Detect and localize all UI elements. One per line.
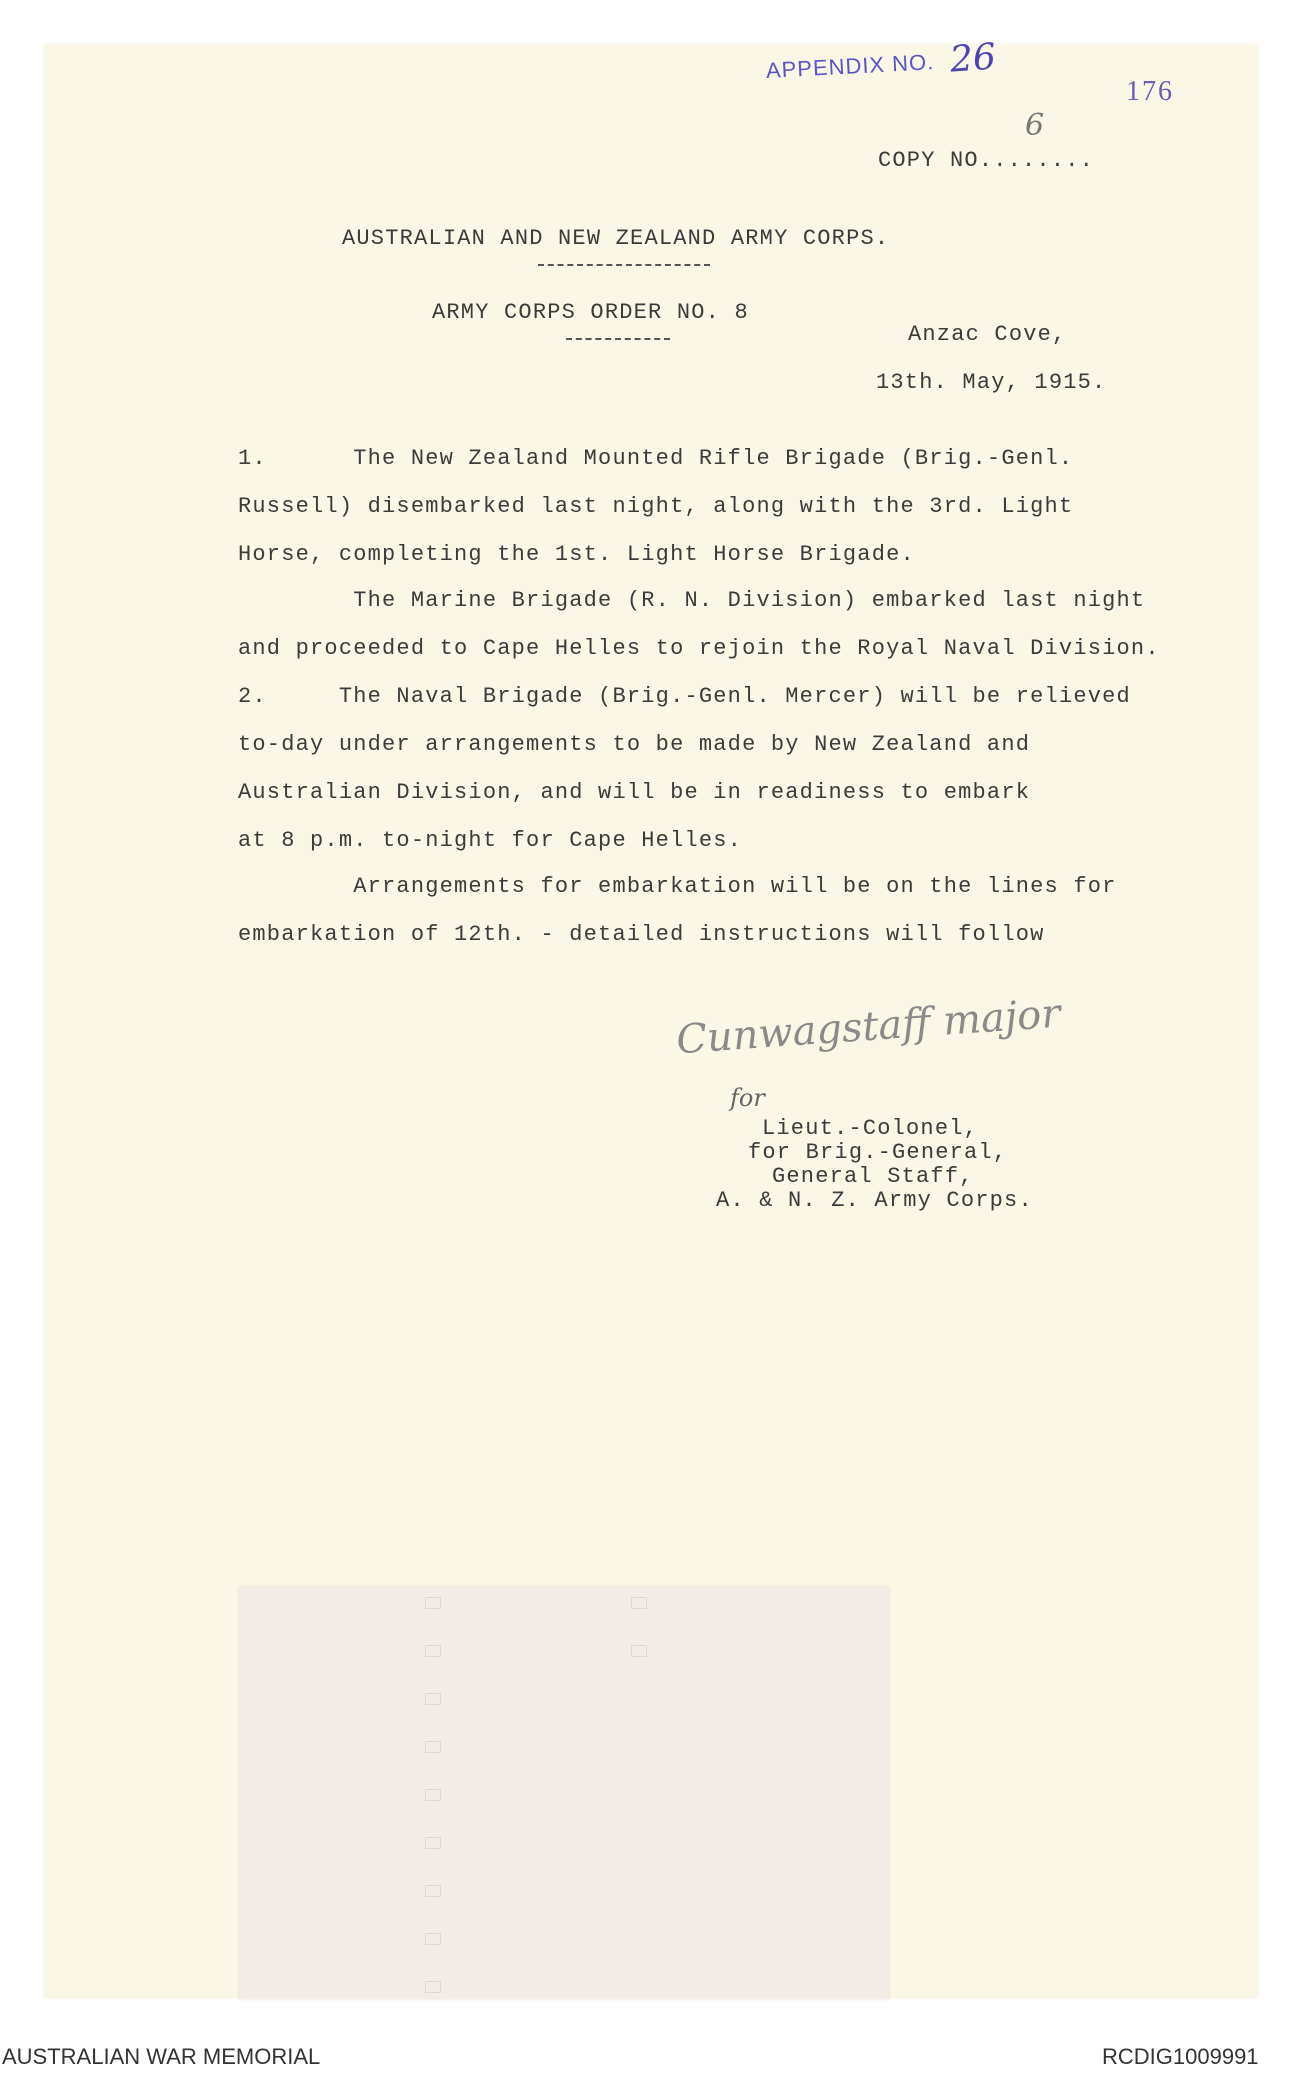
body-line: to-day under arrangements to be made by New Zealand and xyxy=(238,732,1031,757)
body-line: Russell) disembarked last night, along with the 3rd. Light xyxy=(238,494,1074,519)
attached-slip xyxy=(239,1587,889,1999)
body-line: embarkation of 12th. - detailed instructions will follow xyxy=(238,922,1045,947)
copy-number-label: COPY NO........ xyxy=(878,148,1095,173)
body-line: Australian Division, and will be in readiness to embark xyxy=(238,780,1031,805)
appendix-number-handwritten: 26 xyxy=(948,36,998,81)
for-note-handwritten: for xyxy=(730,1084,765,1112)
body-line: Arrangements for embarkation will be on the lines for xyxy=(238,874,1117,899)
signature-line: Lieut.-Colonel, xyxy=(762,1116,979,1141)
body-line: 1. The New Zealand Mounted Rifle Brigade (Brig.-Genl. xyxy=(238,446,1074,471)
copy-number-handwritten: 6 xyxy=(1025,108,1045,143)
folio-number: 176 xyxy=(1126,76,1174,107)
corps-heading: AUSTRALIAN AND NEW ZEALAND ARMY CORPS. xyxy=(342,226,890,251)
signature-line: General Staff, xyxy=(772,1164,974,1189)
heading-underline xyxy=(538,264,710,266)
body-line: at 8 p.m. to-night for Cape Helles. xyxy=(238,828,743,853)
body-line: Horse, completing the 1st. Light Horse Brigade. xyxy=(238,542,915,567)
body-line: 2. The Naval Brigade (Brig.-Genl. Mercer) will be relieved xyxy=(238,684,1131,709)
signature-line: A. & N. Z. Army Corps. xyxy=(716,1188,1033,1213)
footer-archive-name: AUSTRALIAN WAR MEMORIAL xyxy=(2,2044,321,2069)
signature-line: for Brig.-General, xyxy=(748,1140,1008,1165)
body-line: and proceeded to Cape Helles to rejoin the Royal Naval Division. xyxy=(238,636,1160,661)
order-title: ARMY CORPS ORDER NO. 8 xyxy=(432,300,749,325)
handwritten-signature: Cunwagstaff major xyxy=(674,990,1062,1064)
order-title-underline xyxy=(566,338,670,340)
date-line: 13th. May, 1915. xyxy=(876,370,1107,395)
body-line: The Marine Brigade (R. N. Division) embarked last night xyxy=(238,588,1146,613)
footer-document-id: RCDIG1009991 xyxy=(1102,2044,1259,2069)
place-line: Anzac Cove, xyxy=(908,322,1067,347)
appendix-stamp: APPENDIX NO. xyxy=(765,49,935,83)
